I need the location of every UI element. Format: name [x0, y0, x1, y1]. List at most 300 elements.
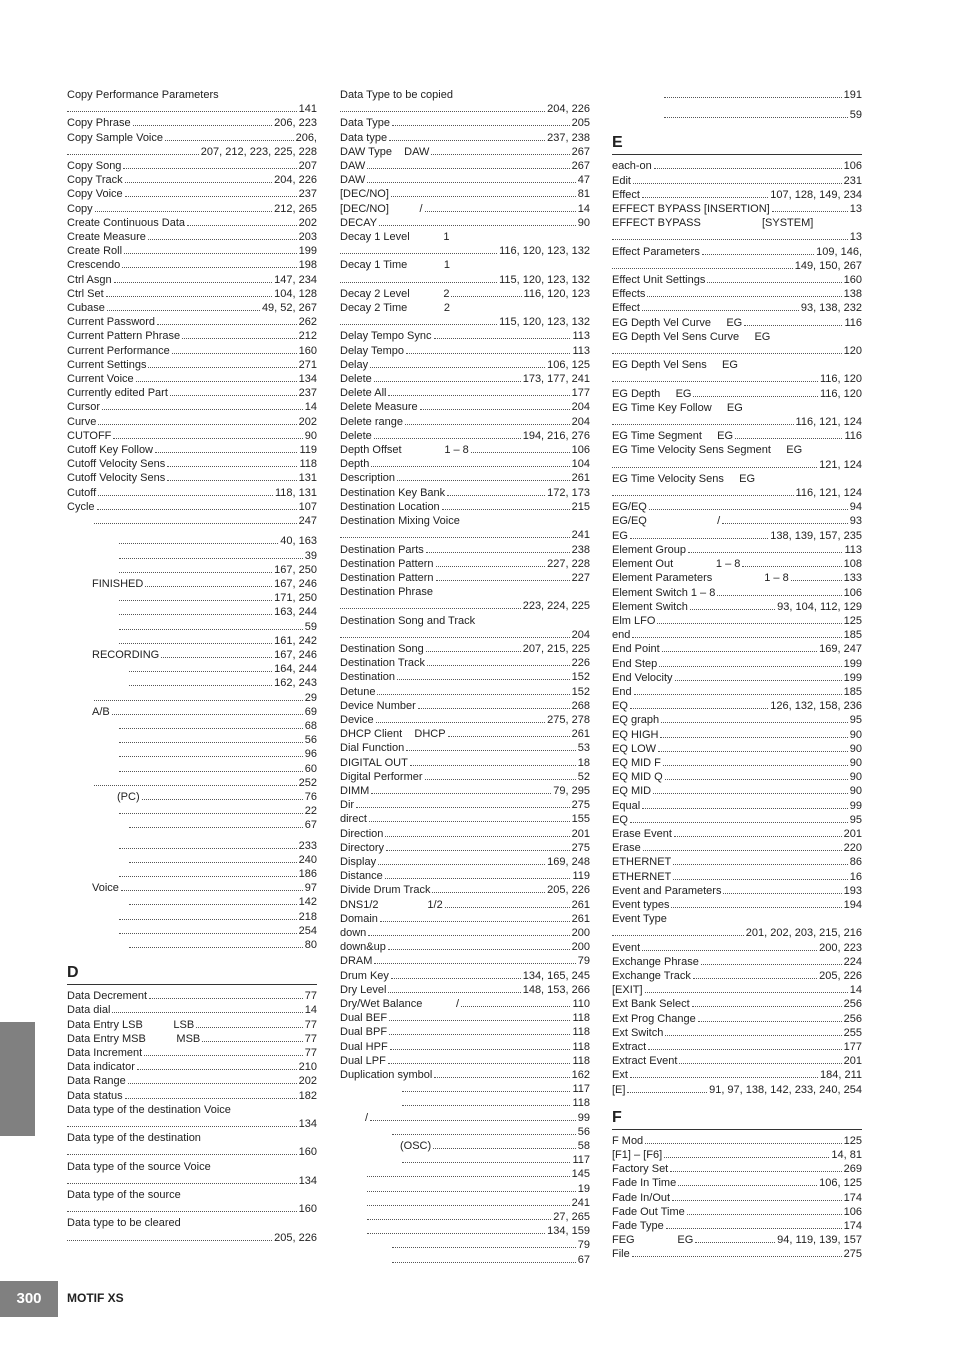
dot-leader [368, 935, 569, 936]
dot-leader [679, 1063, 841, 1064]
entry-pages: 91, 97, 138, 142, 233, 240, 254 [709, 1083, 862, 1096]
index-entry [612, 216, 862, 244]
dot-leader [632, 1256, 842, 1257]
dot-leader [114, 282, 273, 283]
entry-pages: 59 [304, 620, 317, 633]
index-entry [612, 756, 862, 770]
dot-leader [119, 572, 272, 573]
index-entry [340, 443, 590, 457]
entry-term: Dir [340, 799, 355, 812]
entry-term: Decay 2 Time 2 [340, 302, 451, 315]
page-number: 300 [0, 1281, 58, 1317]
entry-pages: 182 [298, 1089, 317, 1102]
index-entry [612, 108, 862, 122]
dot-leader [119, 771, 303, 772]
entry-term: down [340, 926, 367, 939]
entry-pages: 194, 216, 276 [522, 429, 590, 442]
index-entry [612, 387, 862, 401]
index-entry [67, 1160, 317, 1188]
index-entry [67, 202, 317, 216]
dot-leader [420, 409, 570, 410]
dot-leader [643, 850, 842, 851]
index-entry [67, 230, 317, 244]
entry-term: Delay [340, 358, 369, 371]
index-entry [67, 705, 317, 719]
entry-pages: 256 [843, 998, 862, 1011]
dot-leader [391, 978, 521, 979]
dot-leader [95, 211, 272, 212]
dot-leader [340, 637, 570, 638]
entry-term: EQ HIGH [612, 728, 659, 741]
index-entry [340, 713, 590, 727]
entry-pages: 131 [298, 472, 317, 485]
dot-leader [397, 679, 570, 680]
entry-term: Copy Phrase [67, 117, 131, 130]
entry-term: DIMM [340, 784, 370, 797]
dot-leader [642, 808, 848, 809]
dot-leader [196, 1027, 303, 1028]
dot-leader [392, 1262, 576, 1263]
dot-leader [340, 608, 521, 609]
dot-leader [693, 978, 817, 979]
entry-term: Ctrl Asgn [67, 273, 112, 286]
dot-leader [678, 1185, 817, 1186]
entry-term: Event and Parameters [612, 884, 722, 897]
dot-leader [392, 1247, 576, 1248]
entry-pages: 177 [571, 387, 590, 400]
entry-pages: 161, 242 [274, 634, 317, 647]
entry-pages: 90 [849, 742, 862, 755]
entry-term: Decay 2 Level 2 [340, 287, 450, 300]
entry-term: [EXIT] [612, 984, 643, 997]
index-entry [67, 443, 317, 457]
entry-pages: 97 [304, 882, 317, 895]
dot-leader [723, 893, 841, 894]
index-entry [612, 685, 862, 699]
entry-pages: 116 [844, 316, 862, 329]
entry-term: Current Voice [67, 373, 134, 386]
dot-leader [340, 537, 570, 538]
entry-term: Delete Measure [340, 401, 418, 414]
index-entry [67, 258, 317, 272]
dot-leader [390, 1049, 571, 1050]
index-entry [67, 549, 317, 563]
dot-leader [397, 480, 570, 481]
index-entry [67, 719, 317, 733]
index-entry [340, 670, 590, 684]
entry-term: DNS1/2 1/2 [340, 898, 443, 911]
entry-pages: 106, 125 [819, 1177, 862, 1190]
index-entry [612, 671, 862, 685]
index-entry [612, 1068, 862, 1082]
dot-leader [664, 1157, 829, 1158]
entry-term: [E] [612, 1083, 626, 1096]
entry-term: CUTOFF [67, 429, 112, 442]
entry-term: DAW [340, 174, 366, 187]
entry-term: Decay 1 Level 1 [340, 231, 450, 244]
index-entry [340, 159, 590, 173]
index-entry [612, 245, 862, 273]
index-entry [340, 883, 590, 897]
dot-leader [370, 367, 545, 368]
dot-leader [693, 396, 818, 397]
dot-leader [67, 1183, 297, 1184]
index-entry [67, 839, 317, 853]
entry-term: Copy Track [67, 174, 123, 187]
index-entry [340, 756, 590, 770]
dot-leader [645, 992, 848, 993]
entry-pages: 118 [572, 1054, 590, 1067]
index-entry [612, 1040, 862, 1054]
dot-leader [612, 467, 817, 468]
entry-pages: 117 [572, 1154, 590, 1167]
dot-leader [642, 310, 799, 311]
entry-pages: 116, 120, 123 [523, 287, 590, 300]
index-entry [340, 1253, 590, 1267]
entry-term: Equal [612, 799, 641, 812]
dot-leader [425, 779, 576, 780]
index-entry [67, 358, 317, 372]
entry-pages: 186 [298, 867, 317, 880]
entry-pages-continued: 223, 224, 225 [522, 600, 590, 613]
index-entry [340, 514, 590, 542]
entry-pages: 119 [299, 444, 317, 457]
dot-leader [170, 395, 297, 396]
dot-leader [388, 395, 569, 396]
entry-pages: 162, 243 [274, 677, 317, 690]
dot-leader [119, 728, 303, 729]
dot-leader [388, 992, 520, 993]
entry-term: Data Range [67, 1075, 126, 1088]
entry-term: Decay 1 Time 1 [340, 259, 451, 272]
index-entry [612, 614, 862, 628]
index-entry [612, 884, 862, 898]
index-entry [67, 88, 317, 116]
index-entry [67, 1018, 317, 1032]
entry-term: Digital Performer [340, 770, 423, 783]
index-entry [340, 1153, 590, 1167]
index-entry [340, 642, 590, 656]
dot-leader [392, 1134, 576, 1135]
dot-leader [612, 381, 818, 382]
index-column-1 [67, 88, 317, 1245]
entry-pages: 169, 247 [819, 643, 862, 656]
index-entry [612, 401, 862, 429]
index-entry [340, 1167, 590, 1181]
entry-pages: 99 [849, 799, 862, 812]
entry-term: Exchange Track [612, 969, 691, 982]
index-entry [67, 605, 317, 619]
entry-term: Description [340, 472, 396, 485]
entry-pages: 18 [577, 756, 590, 769]
index-entry [612, 557, 862, 571]
entry-pages: 58 [577, 1140, 590, 1153]
index-entry [612, 330, 862, 358]
entry-pages: 77 [304, 990, 317, 1003]
entry-pages: 90 [849, 785, 862, 798]
index-entry [340, 1182, 590, 1196]
index-entry [67, 301, 317, 315]
entry-pages: 204 [571, 401, 590, 414]
index-entry [340, 685, 590, 699]
index-entry [340, 1125, 590, 1139]
entry-term: Cutoff Velocity Sens [67, 472, 166, 485]
dot-leader [119, 756, 303, 757]
entry-term: Current Password [67, 316, 156, 329]
entry-pages: 138 [843, 288, 862, 301]
entry-pages: 204, 226 [274, 174, 317, 187]
index-entry [340, 1224, 590, 1238]
index-entry [612, 301, 862, 315]
dot-leader [698, 1021, 842, 1022]
entry-pages: 252 [298, 776, 317, 789]
dot-leader [374, 381, 521, 382]
dot-leader [402, 1091, 570, 1092]
index-entry [67, 881, 317, 895]
dot-leader [389, 1020, 570, 1021]
entry-term: Dual LPF [340, 1054, 386, 1067]
entry-term: EG Depth Vel Curve EG [612, 316, 743, 329]
dot-leader [665, 1035, 841, 1036]
dot-leader [369, 821, 570, 822]
dot-leader [119, 742, 303, 743]
product-name: MOTIF XS [67, 1291, 124, 1305]
dot-leader [202, 1041, 302, 1042]
entry-term: Delay Tempo Sync [340, 330, 432, 343]
entry-pages: 204 [571, 415, 590, 428]
entry-pages: 267 [571, 145, 590, 158]
index-entry [67, 853, 317, 867]
dot-leader [125, 1098, 297, 1099]
dot-leader [125, 182, 273, 183]
entry-pages: 40, 163 [280, 535, 317, 548]
entry-term: EG Depth EG [612, 387, 692, 400]
dot-leader [119, 643, 272, 644]
entry-term: EQ MID F [612, 756, 661, 769]
entry-term: DHCP Client DHCP [340, 728, 446, 741]
index-entry [612, 799, 862, 813]
index-entry [67, 591, 317, 605]
dot-leader [471, 452, 570, 453]
index-entry [340, 372, 590, 386]
entry-pages: 104 [571, 458, 590, 471]
entry-term: EQ MID [612, 785, 652, 798]
dot-leader [107, 310, 260, 311]
entry-term: Data type of the source Voice [67, 1160, 211, 1173]
dot-leader [660, 737, 847, 738]
entry-pages-continued: 205, 226 [274, 1231, 317, 1244]
entry-pages: 106 [843, 586, 862, 599]
entry-pages: 207, 215, 225 [522, 642, 590, 655]
entry-pages: 99 [577, 1111, 590, 1124]
dot-leader [148, 367, 296, 368]
entry-pages: 126, 132, 158, 236 [770, 700, 862, 713]
entry-term: Current Performance [67, 344, 170, 357]
dot-leader [182, 338, 297, 339]
index-entry [612, 600, 862, 614]
index-entry [67, 733, 317, 747]
entry-pages: 118 [572, 1097, 590, 1110]
dot-leader [377, 694, 569, 695]
dot-leader [371, 466, 569, 467]
entry-term: Display [340, 855, 377, 868]
section-heading: E [612, 132, 862, 155]
entry-pages: 233 [298, 839, 317, 852]
dot-leader [129, 685, 272, 686]
entry-term: DIGITAL OUT [340, 756, 408, 769]
dot-leader [672, 1200, 842, 1201]
entry-pages: 67 [304, 819, 317, 832]
entry-pages: 56 [304, 734, 317, 747]
dot-leader [665, 779, 848, 780]
dot-leader [612, 424, 794, 425]
index-entry [67, 1060, 317, 1074]
entry-term: EG Time Velocity Sens EG [612, 472, 756, 485]
entry-pages: 275, 278 [547, 713, 590, 726]
index-entry [67, 486, 317, 500]
dot-leader [642, 950, 817, 951]
entry-pages-continued: 134 [298, 1118, 317, 1131]
entry-pages: 125 [843, 614, 862, 627]
index-entry [340, 898, 590, 912]
entry-pages: 167, 246 [274, 577, 317, 590]
entry-pages: 237 [298, 188, 317, 201]
entry-term: EQ [612, 813, 628, 826]
entry-pages: 152 [571, 685, 590, 698]
entry-term: Effects [612, 288, 646, 301]
dot-leader [374, 438, 521, 439]
entry-term: Cubase [67, 302, 105, 315]
index-entry [612, 188, 862, 202]
entry-pages: 56 [577, 1125, 590, 1138]
index-entry [67, 1188, 317, 1216]
entry-pages: 218 [298, 910, 317, 923]
dot-leader [119, 600, 272, 601]
dot-leader [389, 1034, 570, 1035]
dot-leader [119, 813, 303, 814]
index-entry [340, 1040, 590, 1054]
index-entry [67, 895, 317, 909]
entry-pages: 14, 81 [831, 1149, 862, 1162]
dot-leader [129, 827, 303, 828]
dot-leader [340, 111, 545, 112]
entry-pages: 267 [571, 160, 590, 173]
entry-pages: 94 [849, 501, 862, 514]
dot-leader [632, 637, 841, 638]
entry-term: each-on [612, 160, 652, 173]
index-entry [612, 713, 862, 727]
entry-pages: 125 [843, 1134, 862, 1147]
index-entry [67, 315, 317, 329]
dot-leader [340, 282, 497, 283]
entry-term: Effect Parameters [612, 245, 700, 258]
index-entry [340, 741, 590, 755]
dot-leader [659, 666, 841, 667]
entry-term: Dry/Wet Balance / [340, 998, 460, 1010]
index-entry [67, 534, 317, 548]
index-entry [67, 1032, 317, 1046]
index-entry [340, 997, 590, 1011]
entry-term: Destination Parts [340, 543, 424, 556]
dot-leader [634, 694, 842, 695]
entry-pages: 212, 265 [274, 202, 317, 215]
index-entry [612, 855, 862, 869]
dot-leader [144, 1055, 303, 1056]
dot-leader [340, 324, 497, 325]
index-entry [67, 776, 317, 790]
index-entry [340, 415, 590, 429]
entry-pages: 118 [572, 1026, 590, 1039]
index-entry [612, 529, 862, 543]
entry-pages: 93 [849, 515, 862, 528]
index-entry [340, 954, 590, 968]
index-entry [67, 867, 317, 881]
entry-pages: 104, 128 [274, 287, 317, 300]
entry-term: Data type of the destination Voice [67, 1103, 231, 1116]
dot-leader [112, 714, 303, 715]
index-entry [67, 187, 317, 201]
dot-leader [122, 267, 296, 268]
dot-leader [119, 614, 272, 615]
entry-term: Delete [340, 373, 372, 386]
entry-pages: 90 [304, 429, 317, 442]
entry-pages: 202 [298, 1075, 317, 1088]
dot-leader [376, 722, 546, 723]
dot-leader [658, 751, 848, 752]
index-entry [67, 329, 317, 343]
dot-leader [664, 97, 842, 98]
entry-term: Event [612, 941, 641, 954]
entry-pages: 108 [843, 558, 862, 571]
entry-pages: 201 [843, 1055, 862, 1068]
entry-pages: 247 [298, 515, 317, 528]
entry-pages-continued: 204 [571, 628, 590, 641]
dot-leader [67, 1154, 297, 1155]
entry-term: DECAY [340, 216, 378, 229]
index-entry [612, 1205, 862, 1219]
index-entry [340, 812, 590, 826]
entry-pages: 76 [304, 790, 317, 803]
dot-leader [425, 211, 576, 212]
entry-term: EG/EQ [612, 501, 647, 514]
entry-term: Device [340, 713, 374, 726]
dot-leader [406, 353, 570, 354]
index-entry [612, 273, 862, 287]
entry-pages: 95 [849, 714, 862, 727]
index-entry [612, 841, 862, 855]
entry-term: Dial Function [340, 742, 405, 755]
dot-leader [371, 793, 551, 794]
dot-leader [145, 586, 272, 587]
dot-leader [690, 609, 775, 610]
index-entry [612, 1162, 862, 1176]
side-tab [0, 1022, 35, 1136]
entry-pages: 191 [843, 89, 862, 101]
dot-leader [367, 1176, 570, 1177]
dot-leader [418, 708, 570, 709]
index-entry [612, 1026, 862, 1040]
index-entry [67, 989, 317, 1003]
index-entry [340, 329, 590, 343]
entry-term: Data Increment [67, 1047, 143, 1059]
entry-term: Currently edited Part [67, 387, 168, 400]
index-entry [340, 940, 590, 954]
entry-pages-continued: 115, 120, 123, 132 [499, 273, 590, 286]
entry-pages: 256 [843, 1012, 862, 1025]
entry-term: Cycle [67, 500, 95, 513]
index-entry [67, 244, 317, 258]
entry-term: End [612, 685, 632, 698]
